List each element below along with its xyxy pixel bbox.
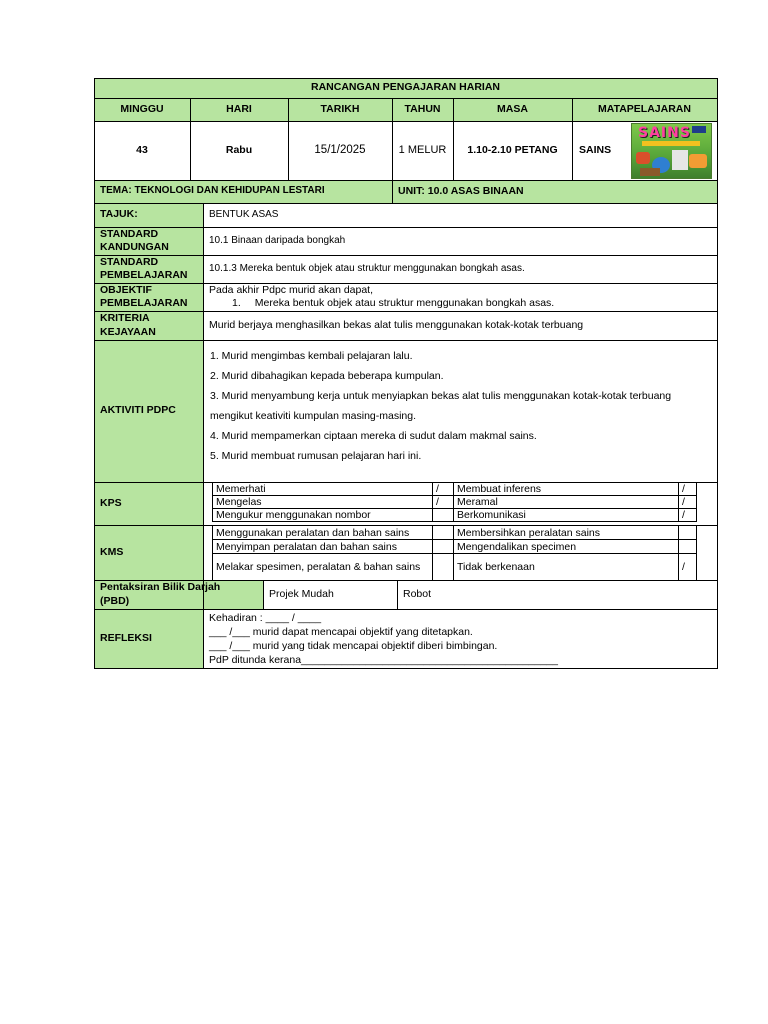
standard-kandungan-value: 10.1 Binaan daripada bongkah	[209, 234, 346, 246]
value-hari: Rabu	[225, 143, 253, 156]
kps-mark	[433, 509, 454, 522]
kps-mark: /	[433, 496, 454, 509]
standard-kandungan-label: STANDARD KANDUNGAN	[100, 227, 169, 253]
header-hari: HARI	[226, 102, 252, 115]
tema: TEMA: TEKNOLOGI DAN KEHIDUPAN LESTARI	[100, 185, 325, 197]
kps-label: KPS	[100, 496, 122, 509]
kms-skill: Menyimpan peralatan dan bahan sains	[213, 540, 433, 554]
refleksi-label: REFLEKSI	[100, 631, 152, 644]
aktiviti-item: 1. Murid mengimbas kembali pelajaran lalu.	[210, 350, 413, 362]
kms-skill: Tidak berkenaan	[454, 554, 679, 581]
header-masa: MASA	[497, 102, 528, 115]
kms-mark	[433, 540, 454, 554]
header-tarikh: TARIKH	[320, 102, 360, 115]
kps-skill: Memerhati	[213, 483, 433, 496]
value-minggu: 43	[136, 143, 148, 156]
kps-table	[212, 482, 697, 522]
objektif-intro: Pada akhir Pdpc murid akan dapat,	[209, 283, 374, 296]
header-minggu: MINGGU	[120, 102, 164, 115]
table-row	[213, 554, 697, 581]
aktiviti-item: 4. Murid mempamerkan ciptaan mereka di sudut dalam makmal sains.	[210, 430, 537, 442]
kms-mark	[679, 540, 697, 554]
kms-skill: Mengendalikan specimen	[454, 540, 679, 554]
table-row	[213, 496, 697, 509]
kms-mark: /	[679, 554, 697, 581]
objektif-value	[203, 283, 717, 311]
table-row	[213, 483, 697, 496]
textbook-cover-image	[631, 123, 712, 179]
aktiviti-item: 2. Murid dibahagikan kepada beberapa kumpulan.	[210, 370, 444, 382]
kps-mark: /	[679, 509, 697, 522]
aktiviti-item: mengikut keativiti kumpulan masing-masing.	[210, 410, 417, 422]
kps-skill: Meramal	[454, 496, 679, 509]
tajuk-label: TAJUK:	[100, 208, 138, 221]
kms-mark	[433, 526, 454, 540]
header-matapelajaran: MATAPELAJARAN	[598, 102, 691, 115]
table-row	[213, 509, 697, 522]
value-tahun: 1 MELUR	[398, 143, 447, 156]
objektif-label: OBJEKTIF PEMBELAJARAN	[100, 283, 188, 309]
value-tarikh: 15/1/2025	[314, 144, 366, 157]
refleksi-line: Kehadiran : ____ / ____	[209, 612, 322, 624]
unit: UNIT: 10.0 ASAS BINAAN	[398, 184, 524, 197]
kms-skill: Membersihkan peralatan sains	[454, 526, 679, 540]
kms-skill: Menggunakan peralatan dan bahan sains	[213, 526, 433, 540]
tajuk-value: BENTUK ASAS	[209, 208, 279, 220]
kps-mark: /	[679, 483, 697, 496]
aktiviti-item: 3. Murid menyambung kerja untuk menyiapkan bekas alat tulis menggunakan kotak-kotak terbuang	[210, 390, 672, 402]
kms-table	[212, 525, 697, 581]
book-title: SAINS	[638, 125, 691, 141]
kms-label: KMS	[100, 545, 124, 558]
kriteria-label: KRITERIA KEJAYAAN	[100, 312, 156, 338]
pbd-label: Pentaksiran Bilik Darjah (PBD)	[100, 581, 221, 607]
kms-mark	[433, 554, 454, 581]
refleksi-line: PdP ditunda kerana____________________________________________	[209, 654, 558, 666]
aktiviti-item: 5. Murid membuat rumusan pelajaran hari ini.	[210, 450, 422, 462]
kms-skill: Melakar spesimen, peralatan & bahan sains	[213, 554, 433, 581]
table-row	[213, 526, 697, 540]
standard-pembelajaran-label: STANDARD PEMBELAJARAN	[100, 255, 188, 281]
kps-skill: Mengelas	[213, 496, 433, 509]
refleksi-line: ___ /___ murid dapat mencapai objektif yang ditetapkan.	[209, 626, 473, 638]
pbd-option-projek: Projek Mudah	[269, 587, 334, 600]
kriteria-value: Murid berjaya menghasilkan bekas alat tulis menggunakan kotak-kotak terbuang	[209, 318, 584, 331]
pbd-option-robot: Robot	[403, 587, 432, 600]
page-title: RANCANGAN PENGAJARAN HARIAN	[310, 81, 500, 94]
value-matapelajaran: SAINS	[579, 143, 612, 156]
aktiviti-label: AKTIVITI PDPC	[100, 404, 176, 417]
objektif-item: 1. Mereka bentuk objek atau struktur menggunakan bongkah asas.	[232, 297, 555, 309]
value-masa: 1.10-2.10 PETANG	[467, 143, 558, 156]
kps-skill: Membuat inferens	[454, 483, 679, 496]
kps-mark: /	[433, 483, 454, 496]
kps-mark: /	[679, 496, 697, 509]
table-row	[213, 540, 697, 554]
refleksi-line: ___ /___ murid yang tidak mencapai objektif diberi bimbingan.	[209, 640, 498, 652]
standard-pembelajaran-value: 10.1.3 Mereka bentuk objek atau struktur menggunakan bongkah asas.	[209, 262, 525, 274]
header-tahun: TAHUN	[404, 102, 441, 115]
kps-skill: Berkomunikasi	[454, 509, 679, 522]
kps-skill: Mengukur menggunakan nombor	[213, 509, 433, 522]
kms-mark	[679, 526, 697, 540]
